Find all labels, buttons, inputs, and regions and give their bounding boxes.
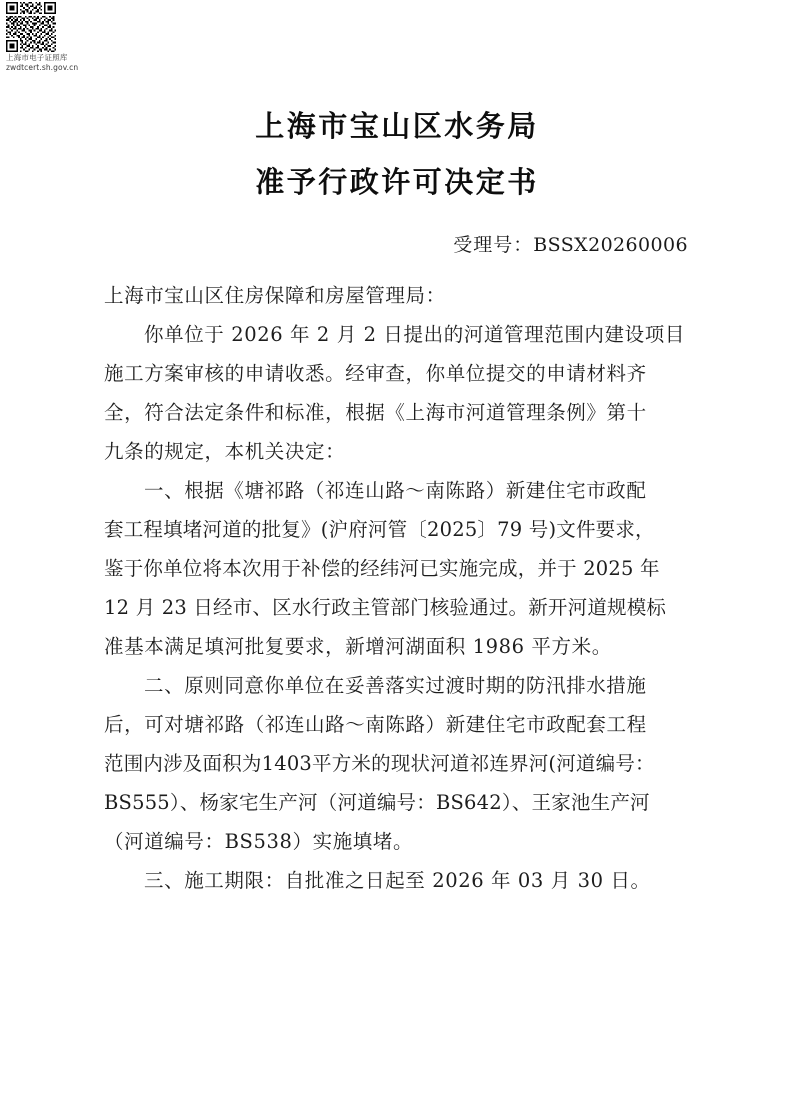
acceptance-number-label: 受理号： (453, 234, 534, 256)
document-body (104, 276, 694, 900)
paragraph-line: 三、施工期限：自批准之日起至 2026 年 03 月 30 日。 (144, 869, 651, 892)
paragraph-line: （河道编号：BS538）实施填堵。 (104, 830, 414, 853)
document-title-area (104, 109, 690, 199)
paragraph-line: 12 月 23 日经市、区水行政主管部门核验通过。新开河道规模标 (104, 596, 667, 619)
recipient-line: 上海市宝山区住房保障和房屋管理局： (104, 284, 446, 307)
qr-caption-label: 上海市电子证照库 (6, 53, 68, 62)
paragraph-line: 二、原则同意你单位在妥善落实过渡时期的防汛排水措施 (144, 674, 647, 697)
paragraph-item-one (104, 471, 694, 666)
page-title-issuer: 上海市宝山区水务局 (255, 109, 539, 143)
page-title-decision: 准予行政许可决定书 (255, 165, 539, 199)
paragraph-line: BS555）、杨家宅生产河（河道编号：BS642）、王家池生产河 (104, 791, 650, 814)
paragraph-line: 后，可对塘祁路（祁连山路～南陈路）新建住宅市政配套工程 (104, 713, 647, 736)
paragraph-line: 一、根据《塘祁路（祁连山路～南陈路）新建住宅市政配 (144, 479, 647, 502)
paragraph-item-two (104, 666, 694, 861)
paragraph-intro (104, 315, 694, 471)
paragraph-item-three (104, 861, 694, 900)
paragraph-line: 施工方案审核的申请收悉。经审查，你单位提交的申请材料齐 (104, 362, 647, 385)
paragraph-line: 范围内涉及面积为1403平方米的现状河道祁连界河(河道编号： (104, 752, 655, 775)
acceptance-number-value: BSSX20260006 (533, 234, 688, 256)
electronic-certificate-stamp (6, 2, 102, 73)
acceptance-number (104, 234, 690, 257)
paragraph-line: 准基本满足填河批复要求，新增河湖面积 1986 平方米。 (104, 635, 612, 658)
paragraph-line: 鉴于你单位将本次用于补偿的经纬河已实施完成，并于 2025 年 (104, 557, 660, 580)
paragraph-line: 你单位于 2026 年 2 月 2 日提出的河道管理范围内建设项目 (144, 323, 685, 346)
qr-url-label: zwdtcert.sh.gov.cn (6, 63, 79, 73)
paragraph-line: 九条的规定，本机关决定： (104, 440, 346, 463)
qr-code-icon[interactable] (6, 2, 56, 52)
paragraph-line: 全，符合法定条件和标准，根据《上海市河道管理条例》第十 (104, 401, 647, 424)
paragraph-line: 套工程填堵河道的批复》(沪府河管〔2025〕79 号)文件要求， (104, 518, 655, 541)
